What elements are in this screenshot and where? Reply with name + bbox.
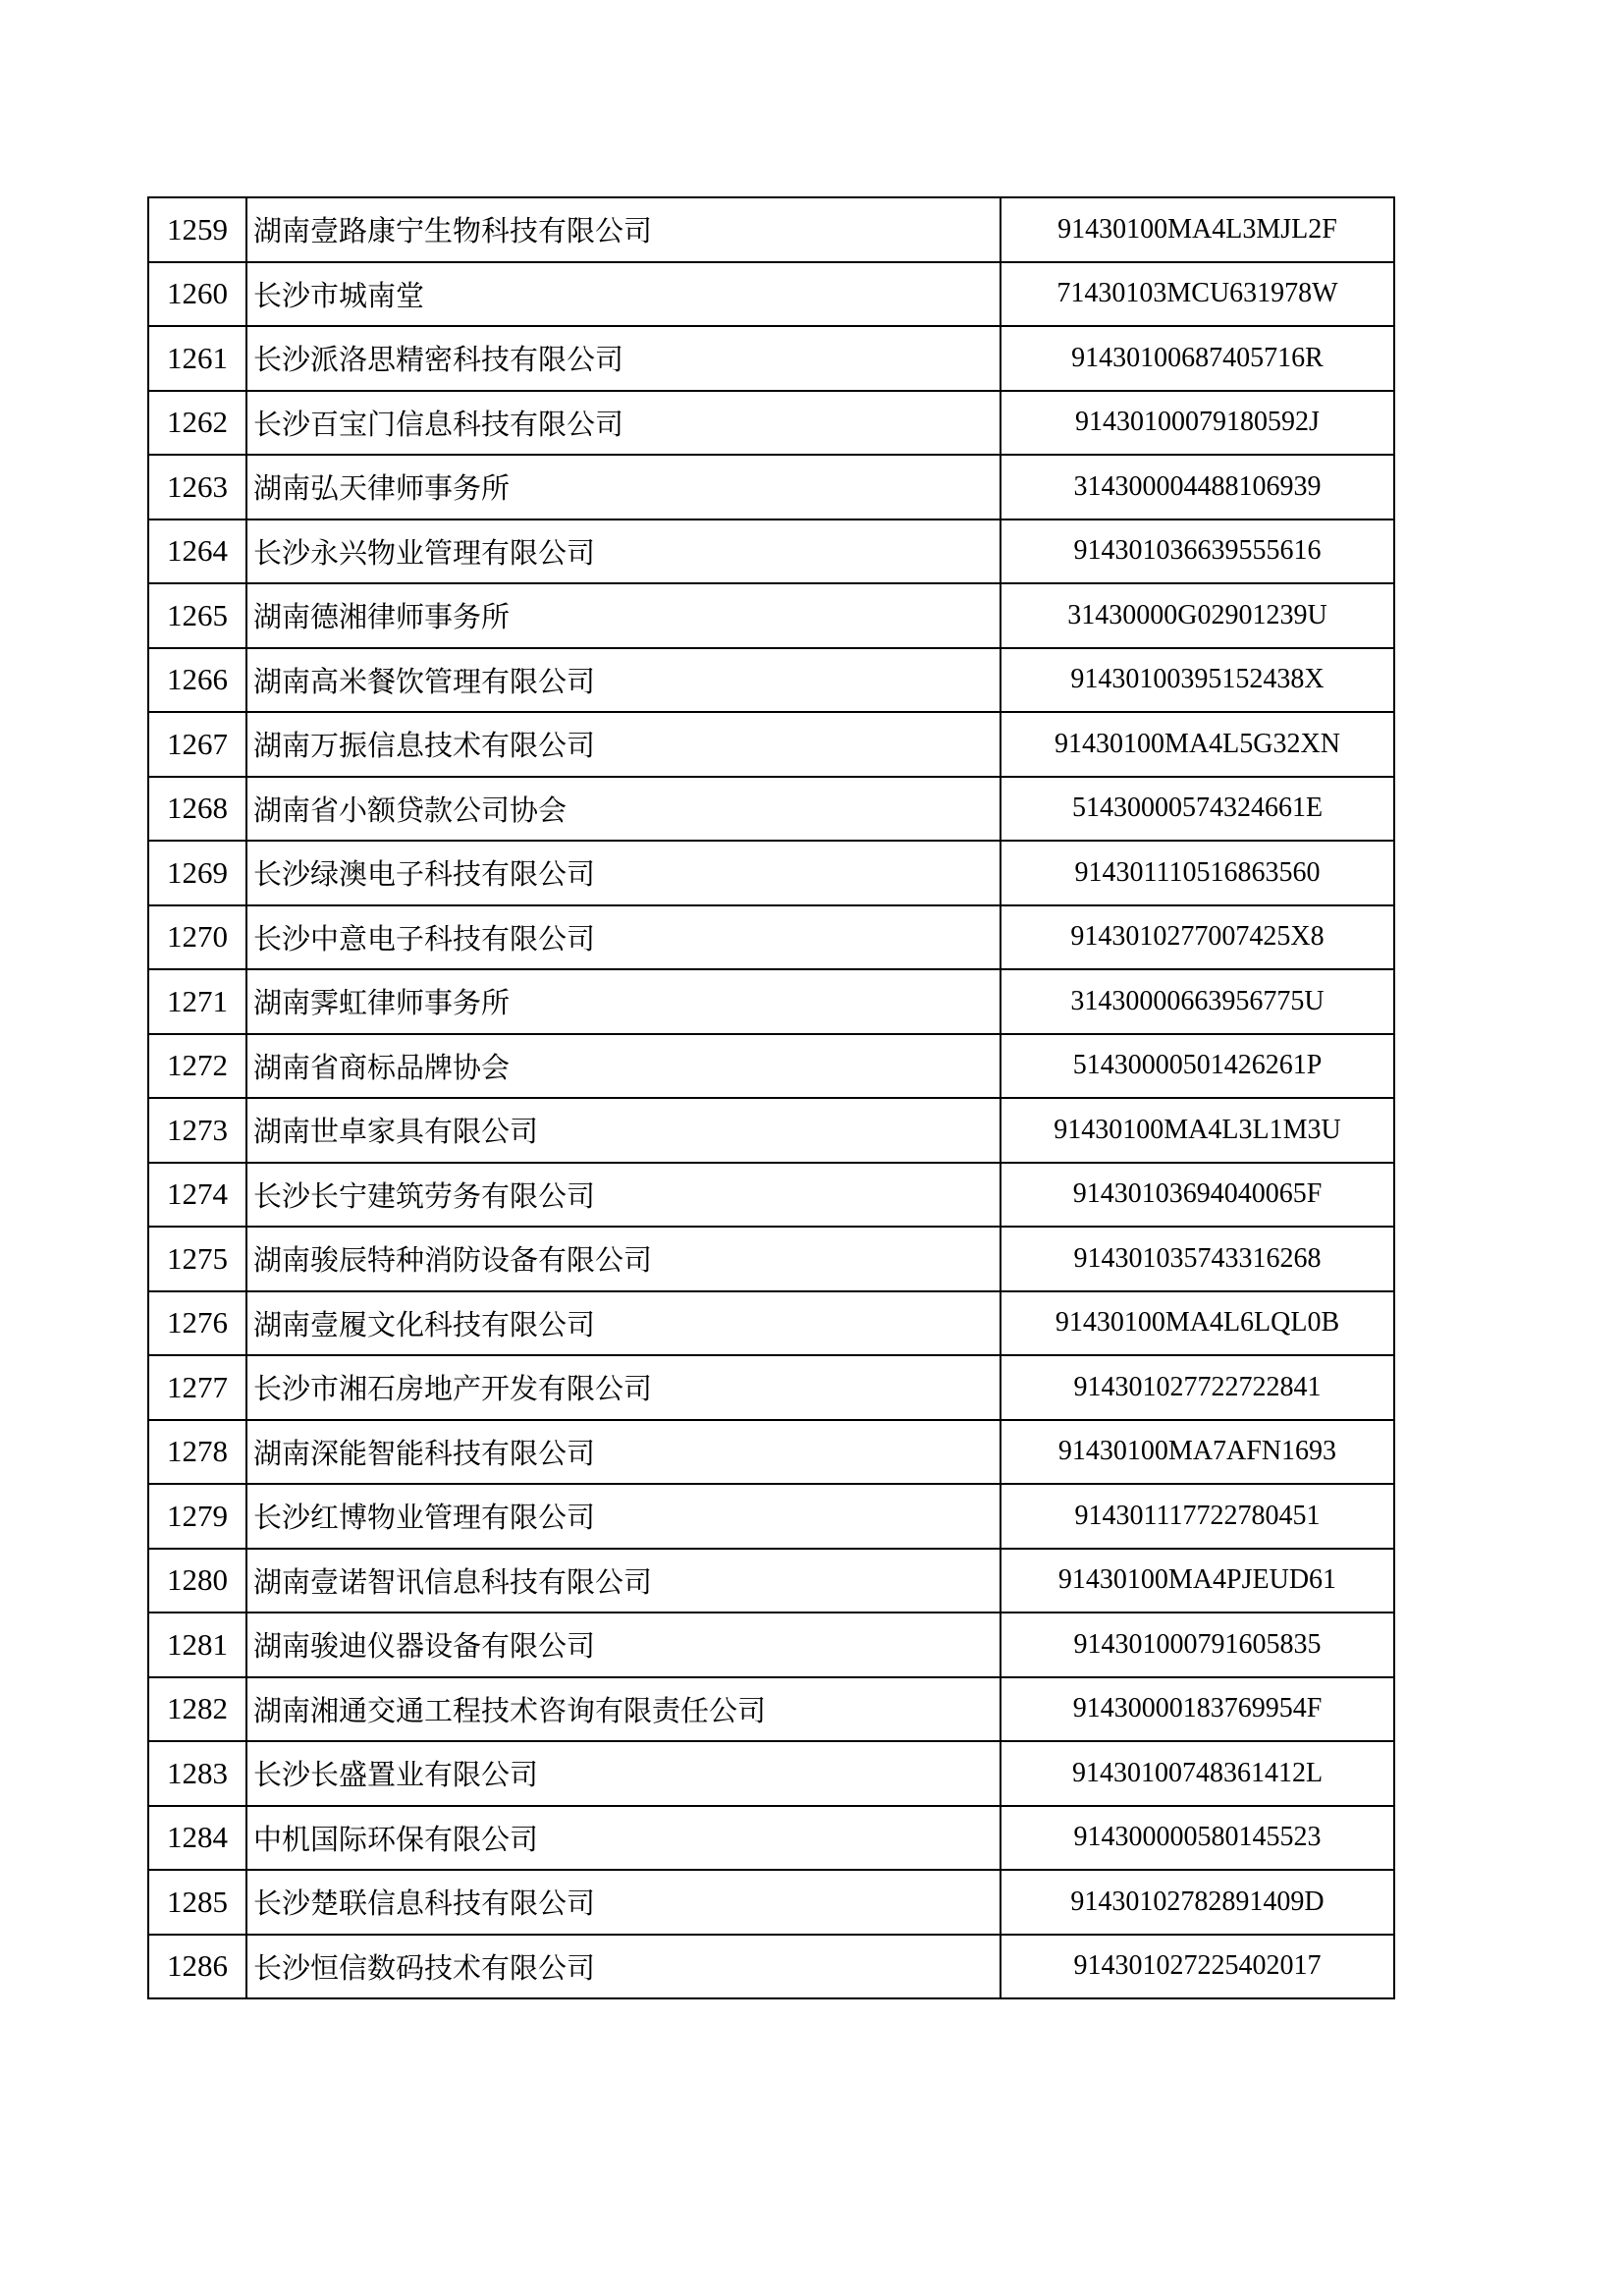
- credit-code-cell: 914301000791605835: [1001, 1613, 1394, 1677]
- credit-code-cell: 9143010277007425X8: [1001, 905, 1394, 970]
- table-row: [148, 583, 1394, 648]
- credit-code-cell: 91430102782891409D: [1001, 1870, 1394, 1935]
- table-row: [148, 1613, 1394, 1677]
- credit-code-cell: 91430100748361412L: [1001, 1741, 1394, 1806]
- credit-code-cell: 91430100MA4L3L1M3U: [1001, 1098, 1394, 1163]
- row-number-cell: 1266: [148, 648, 246, 713]
- table-row: [148, 1677, 1394, 1742]
- organization-name-cell: 湖南省商标品牌协会: [246, 1034, 1001, 1099]
- organization-name-cell: 中机国际环保有限公司: [246, 1806, 1001, 1871]
- table-row: [148, 1163, 1394, 1228]
- table-row: [148, 1806, 1394, 1871]
- organization-name-cell: 湖南高米餐饮管理有限公司: [246, 648, 1001, 713]
- row-number-cell: 1286: [148, 1935, 246, 1999]
- credit-code-cell: 91430000183769954F: [1001, 1677, 1394, 1742]
- organization-name-cell: 湖南骏迪仪器设备有限公司: [246, 1613, 1001, 1677]
- organization-name-cell: 湖南霁虹律师事务所: [246, 969, 1001, 1034]
- row-number-cell: 1265: [148, 583, 246, 648]
- organization-name-cell: 湖南德湘律师事务所: [246, 583, 1001, 648]
- row-number-cell: 1274: [148, 1163, 246, 1228]
- organization-name-cell: 湖南壹履文化科技有限公司: [246, 1291, 1001, 1356]
- row-number-cell: 1269: [148, 841, 246, 905]
- row-number-cell: 1273: [148, 1098, 246, 1163]
- organization-name-cell: 长沙长盛置业有限公司: [246, 1741, 1001, 1806]
- row-number-cell: 1285: [148, 1870, 246, 1935]
- credit-code-cell: 914301027722722841: [1001, 1355, 1394, 1420]
- organization-name-cell: 长沙恒信数码技术有限公司: [246, 1935, 1001, 1999]
- row-number-cell: 1284: [148, 1806, 246, 1871]
- organization-name-cell: 长沙永兴物业管理有限公司: [246, 519, 1001, 584]
- credit-code-cell: 914301036639555616: [1001, 519, 1394, 584]
- credit-code-cell: 91430100MA4PJEUD61: [1001, 1549, 1394, 1613]
- organization-name-cell: 长沙绿澳电子科技有限公司: [246, 841, 1001, 905]
- credit-code-cell: 31430000G02901239U: [1001, 583, 1394, 648]
- row-number-cell: 1283: [148, 1741, 246, 1806]
- row-number-cell: 1264: [148, 519, 246, 584]
- credit-code-cell: 91430100MA4L3MJL2F: [1001, 197, 1394, 262]
- table-body: [148, 197, 1394, 1998]
- row-number-cell: 1275: [148, 1227, 246, 1291]
- table-row: [148, 1227, 1394, 1291]
- row-number-cell: 1279: [148, 1484, 246, 1549]
- table-row: [148, 1420, 1394, 1485]
- table-row: [148, 905, 1394, 970]
- organization-name-cell: 湖南省小额贷款公司协会: [246, 777, 1001, 842]
- row-number-cell: 1281: [148, 1613, 246, 1677]
- credit-code-cell: 914301035743316268: [1001, 1227, 1394, 1291]
- table-row: [148, 712, 1394, 777]
- table-row: [148, 391, 1394, 456]
- row-number-cell: 1270: [148, 905, 246, 970]
- row-number-cell: 1276: [148, 1291, 246, 1356]
- organization-name-cell: 长沙红博物业管理有限公司: [246, 1484, 1001, 1549]
- row-number-cell: 1261: [148, 326, 246, 391]
- row-number-cell: 1282: [148, 1677, 246, 1742]
- table-row: [148, 1870, 1394, 1935]
- table-row: [148, 1098, 1394, 1163]
- organization-name-cell: 湖南万振信息技术有限公司: [246, 712, 1001, 777]
- row-number-cell: 1259: [148, 197, 246, 262]
- organization-name-cell: 长沙长宁建筑劳务有限公司: [246, 1163, 1001, 1228]
- credit-code-cell: 91430100687405716R: [1001, 326, 1394, 391]
- row-number-cell: 1268: [148, 777, 246, 842]
- table-row: [148, 519, 1394, 584]
- organization-name-cell: 湖南骏辰特种消防设备有限公司: [246, 1227, 1001, 1291]
- organization-name-cell: 湖南壹路康宁生物科技有限公司: [246, 197, 1001, 262]
- credit-code-cell: 914301117722780451: [1001, 1484, 1394, 1549]
- organization-name-cell: 长沙中意电子科技有限公司: [246, 905, 1001, 970]
- credit-code-cell: 914301027225402017: [1001, 1935, 1394, 1999]
- credit-code-cell: 91430100MA4L6LQL0B: [1001, 1291, 1394, 1356]
- row-number-cell: 1277: [148, 1355, 246, 1420]
- row-number-cell: 1280: [148, 1549, 246, 1613]
- row-number-cell: 1271: [148, 969, 246, 1034]
- credit-code-cell: 91430103694040065F: [1001, 1163, 1394, 1228]
- table-row: [148, 197, 1394, 262]
- organization-name-cell: 湖南弘天律师事务所: [246, 455, 1001, 519]
- credit-code-cell: 914300000580145523: [1001, 1806, 1394, 1871]
- organization-name-cell: 长沙市湘石房地产开发有限公司: [246, 1355, 1001, 1420]
- organization-name-cell: 长沙派洛思精密科技有限公司: [246, 326, 1001, 391]
- row-number-cell: 1260: [148, 262, 246, 327]
- organization-name-cell: 长沙市城南堂: [246, 262, 1001, 327]
- table-row: [148, 1291, 1394, 1356]
- table-row: [148, 777, 1394, 842]
- organization-table: [147, 196, 1395, 1999]
- table-row: [148, 455, 1394, 519]
- table-row: [148, 841, 1394, 905]
- organization-name-cell: 湖南深能智能科技有限公司: [246, 1420, 1001, 1485]
- credit-code-cell: 51430000574324661E: [1001, 777, 1394, 842]
- organization-name-cell: 湖南壹诺智讯信息科技有限公司: [246, 1549, 1001, 1613]
- table-row: [148, 969, 1394, 1034]
- organization-name-cell: 长沙百宝门信息科技有限公司: [246, 391, 1001, 456]
- table-row: [148, 1355, 1394, 1420]
- row-number-cell: 1262: [148, 391, 246, 456]
- credit-code-cell: 914301110516863560: [1001, 841, 1394, 905]
- credit-code-cell: 91430100395152438X: [1001, 648, 1394, 713]
- organization-name-cell: 湖南世卓家具有限公司: [246, 1098, 1001, 1163]
- table-row: [148, 1484, 1394, 1549]
- table-row: [148, 1741, 1394, 1806]
- table-row: [148, 326, 1394, 391]
- credit-code-cell: 91430100079180592J: [1001, 391, 1394, 456]
- organization-name-cell: 湖南湘通交通工程技术咨询有限责任公司: [246, 1677, 1001, 1742]
- row-number-cell: 1278: [148, 1420, 246, 1485]
- table-row: [148, 648, 1394, 713]
- credit-code-cell: 51430000501426261P: [1001, 1034, 1394, 1099]
- credit-code-cell: 314300004488106939: [1001, 455, 1394, 519]
- credit-code-cell: 71430103MCU631978W: [1001, 262, 1394, 327]
- table-row: [148, 1034, 1394, 1099]
- credit-code-cell: 31430000663956775U: [1001, 969, 1394, 1034]
- credit-code-cell: 91430100MA4L5G32XN: [1001, 712, 1394, 777]
- row-number-cell: 1267: [148, 712, 246, 777]
- row-number-cell: 1272: [148, 1034, 246, 1099]
- table-row: [148, 1935, 1394, 1999]
- organization-name-cell: 长沙楚联信息科技有限公司: [246, 1870, 1001, 1935]
- table-row: [148, 262, 1394, 327]
- table-row: [148, 1549, 1394, 1613]
- credit-code-cell: 91430100MA7AFN1693: [1001, 1420, 1394, 1485]
- row-number-cell: 1263: [148, 455, 246, 519]
